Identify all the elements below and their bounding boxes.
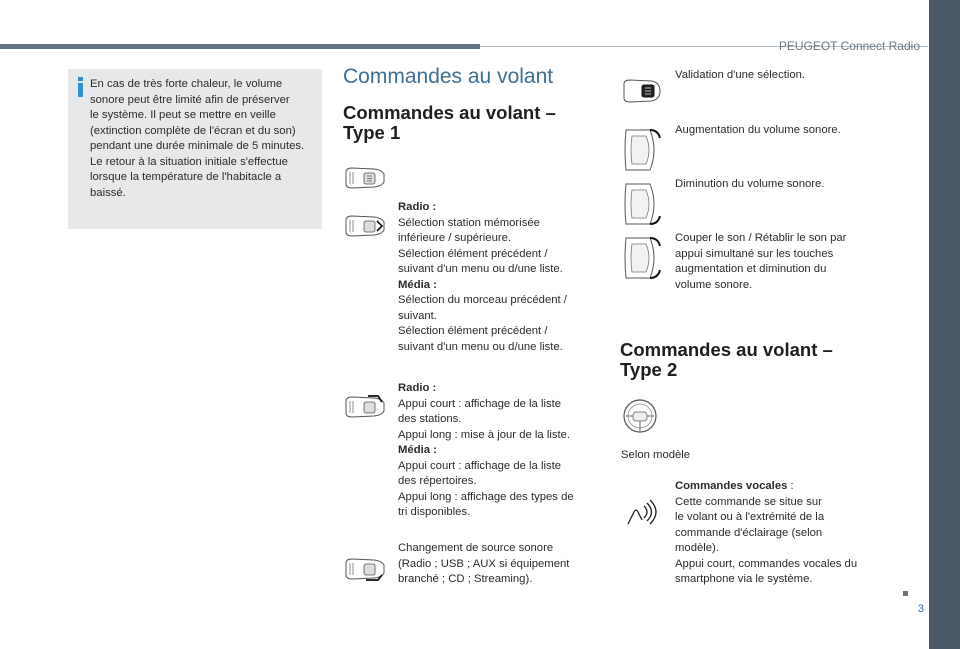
- section-title: Commandes au volant: [343, 65, 554, 88]
- steering-control-lever-icon: [344, 555, 388, 583]
- type1-item-1-text: Radio : Sélection station mémorisée inférieure / supérieure. Sélection élément précédent / suivant d'un menu ou d/une liste. Média : Sélection du morceau précédent / suivant. Sélection élément précédent / suivant d'un menu ou d/une liste.: [398, 201, 567, 353]
- type1-item-2-text: Radio : Appui court : affichage de la liste des stations. Appui long : mise à jour de la liste. Média : Appui court : affichage de la liste des répertoires. Appui long : affichage des types de tri disponibles.: [398, 382, 574, 518]
- voice-command-label: Commandes vocales: [675, 480, 788, 492]
- info-icon: [75, 77, 87, 97]
- voice-command-text: Commandes vocales : Cette commande se situe sur le volant ou à l'extrémité de la commande d'éclairage (selon modèle). Appui court, commandes vocales du smartphone via le système.: [675, 480, 858, 585]
- note-line: pendant une durée minimale de 5 minutes.: [90, 140, 305, 152]
- note-line: le système. Il peut se mettre en veille: [90, 109, 276, 121]
- note-line: sonore peut être limité afin de préserver: [90, 93, 290, 106]
- type1-item-3-text: Changement de source sonore (Radio ; USB ; AUX si équipement branché ; CD ; Streaming).: [398, 542, 570, 585]
- volume-up-text: Augmentation du volume sonore.: [675, 124, 841, 136]
- header-title: PEUGEOT Connect Radio: [778, 39, 920, 53]
- steering-control-lever-icon: [344, 393, 388, 421]
- steering-wheel-icon: [622, 398, 658, 434]
- header-bar: [0, 44, 480, 49]
- volume-up-control-icon: [620, 126, 662, 174]
- type1-title: Commandes au volant – Type 1: [343, 102, 556, 143]
- page-marker: [903, 591, 908, 596]
- mute-control-icon: [620, 234, 662, 282]
- steering-control-lever-icon: [344, 164, 388, 192]
- note-line: lorsque la température de l'habitacle a: [90, 171, 282, 183]
- volume-down-control-icon: [620, 180, 662, 228]
- steering-control-lever-icon: [344, 212, 388, 240]
- type2-title: Commandes au volant – Type 2: [620, 339, 833, 380]
- note-line: Le retour à la situation initiale s'effectue: [90, 155, 288, 168]
- page-number: 3: [917, 603, 924, 615]
- note-text: [90, 77, 322, 201]
- voice-command-icon: [624, 498, 660, 526]
- note-line: baissé.: [90, 186, 126, 199]
- volume-down-text: Diminution du volume sonore.: [675, 178, 825, 190]
- note-line: (extinction complète de l'écran et du son): [90, 124, 296, 137]
- model-note: Selon modèle: [621, 449, 691, 461]
- validation-text: Validation d'une sélection.: [675, 69, 806, 81]
- side-tab: [929, 0, 960, 649]
- mute-text: Couper le son / Rétablir le son par appui simultané sur les touches augmentation et diminution du volume sonore.: [675, 232, 847, 291]
- lever-end-button-icon: [620, 78, 664, 104]
- note-line: En cas de très forte chaleur, le volume: [90, 78, 283, 90]
